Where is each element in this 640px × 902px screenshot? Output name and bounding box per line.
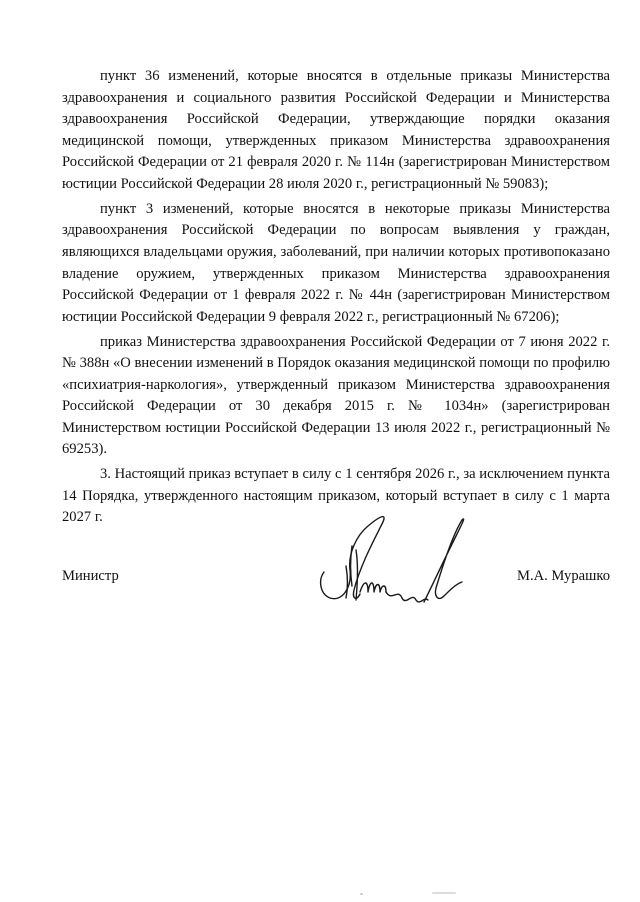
signatory-name: М.А. Мурашко — [516, 568, 610, 584]
paragraph-effective-date: 3. Настоящий приказ вступает в силу с 1 сентября 2026 г., за исключением пункта 14 Порядка, утвержденного настоящим приказом, который вступает в силу с 1 марта 2027 г. — [62, 466, 610, 526]
paragraph-order-388n: приказ Министерства здравоохранения Российской Федерации от 7 июня 2022 г. № 388н «О внесении изменений в Порядок оказания медицинской помощи по профилю «психиатрия-наркология», утвержденный приказом Министерства здравоохранения Российской Федерации от 30 декабря 2015 г. № 1034н» (зарегистрирован Министерством юстиции Российской Федерации 13 июля 2022 г., регистрационный № 69253). — [62, 333, 610, 458]
document-body — [62, 66, 610, 532]
handwritten-signature — [312, 506, 472, 616]
scan-speck — [360, 893, 363, 895]
paragraph-item-3: пункт 3 изменений, которые вносятся в некоторые приказы Министерства здравоохранения Российской Федерации по вопросам выявления у граждан, являющихся владельцами оружия, заболеваний, при наличии которых противопоказано владение оружием, утвержденных приказом Министерства здравоохранения Российской Федерации от 1 февраля 2022 г. № 44н (зарегистрирован Министерством юстиции Российской Федерации 9 февраля 2022 г., регистрационный № 67206); — [62, 200, 610, 325]
paragraph-item-36: пункт 36 изменений, которые вносятся в отдельные приказы Министерства здравоохранения и социального развития Российской Федерации и Министерства здравоохранения Российской Федерации, утверждающие порядки оказания медицинской помощи, утвержденных приказом Министерства здравоохранения Российской Федерации от 21 февраля 2020 г. № 114н (зарегистрирован Министерством юстиции Российской Федерации 28 июля 2020 г., регистрационный № 59083); — [62, 68, 610, 192]
scan-speck — [432, 892, 456, 894]
signatory-title: Министр — [62, 568, 119, 584]
